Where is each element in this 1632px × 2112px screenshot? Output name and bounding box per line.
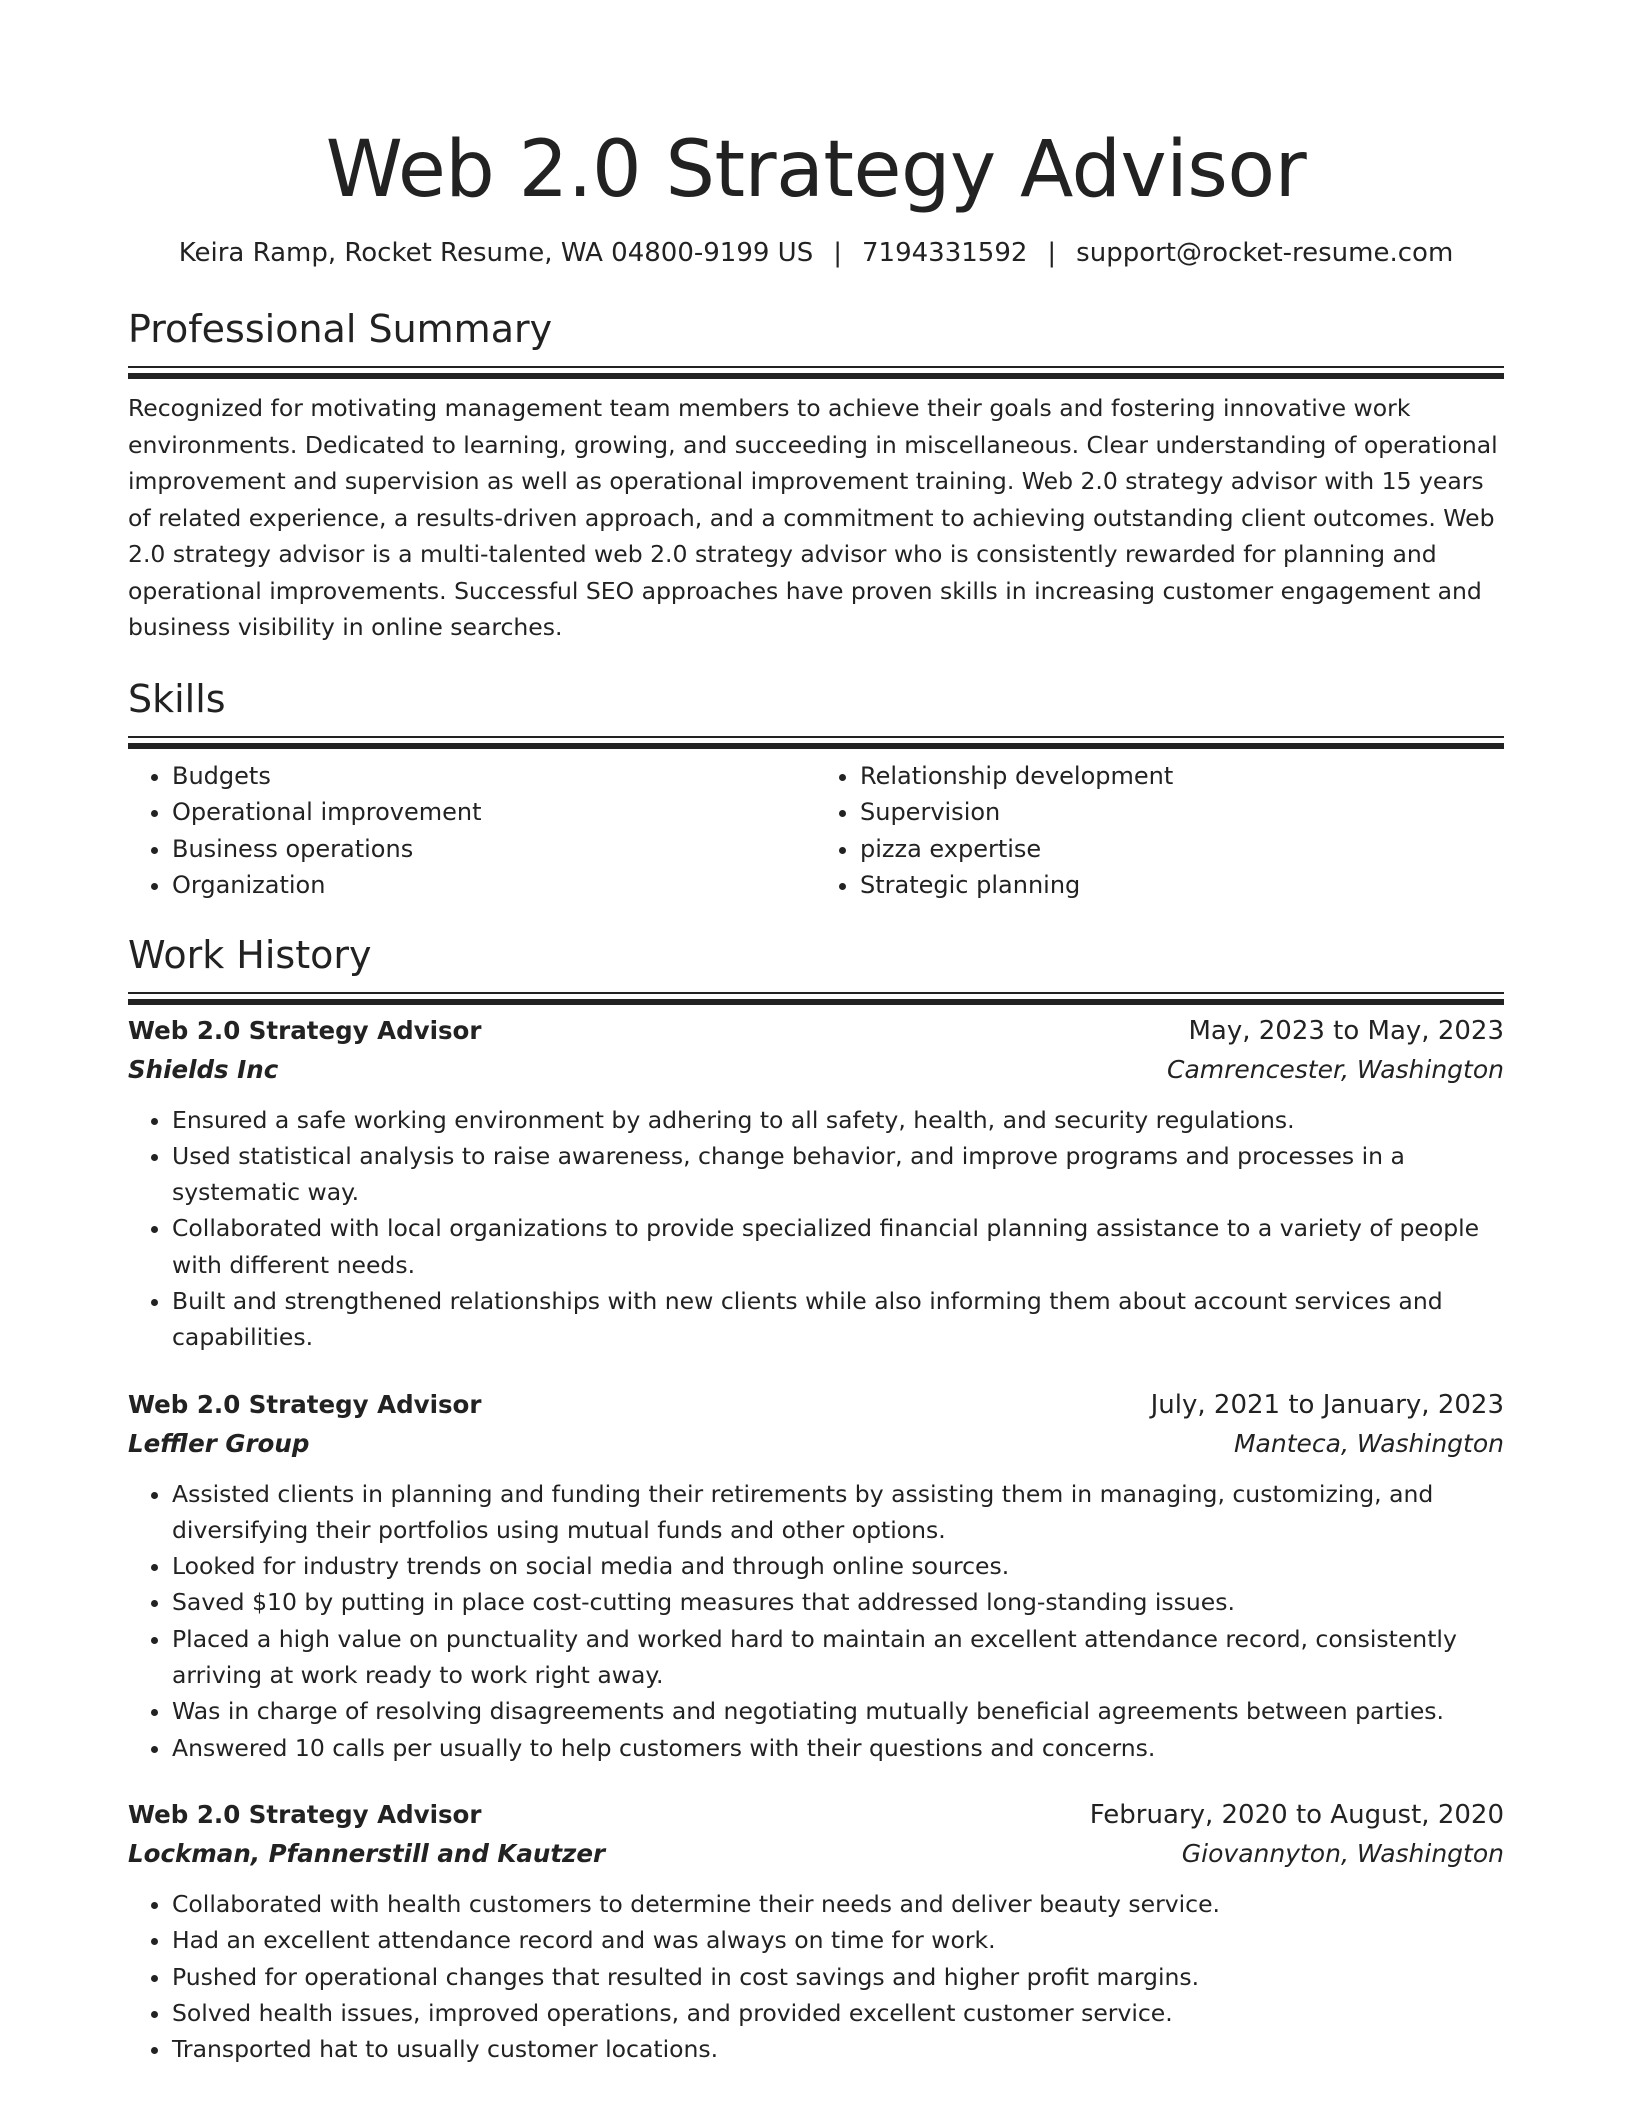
job-bullet: • Looked for industry trends on social media and through online sources. — [172, 1548, 1504, 1584]
skill-item: • Budgets — [172, 758, 816, 795]
job-bullet: • Placed a high value on punctuality and worked hard to maintain an excellent attendance record, consistently arriving at work ready to work right away. — [172, 1621, 1504, 1694]
job-header-row — [128, 1386, 1504, 1424]
job-bullet: • Assisted clients in planning and funding their retirements by assisting them in managing, customizing, and diversifying their portfolios using mutual funds and other options. — [172, 1476, 1504, 1549]
skill-item: • Supervision — [860, 794, 1504, 831]
skills-list-left — [128, 758, 816, 904]
job-entry — [128, 1796, 1504, 2067]
work-history-heading: Work History — [128, 932, 372, 977]
job-bullet: • Built and strengthened relationships with new clients while also informing them about account services and capabilities. — [172, 1283, 1504, 1356]
contact-email: support@rocket-resume.com — [1076, 238, 1454, 268]
job-location: Giovannyton, Washington — [1181, 1838, 1504, 1868]
section-divider — [128, 736, 1504, 738]
job-bullet: • Used statistical analysis to raise awareness, change behavior, and improve programs and processes in a systematic way. — [172, 1138, 1504, 1211]
job-bullet: • Answered 10 calls per usually to help customers with their questions and concerns. — [172, 1730, 1504, 1766]
contact-line — [128, 236, 1504, 270]
job-entry — [128, 1012, 1504, 1356]
job-header-row — [128, 1796, 1504, 1834]
summary-text: Recognized for motivating management team members to achieve their goals and fostering innovative work environments. Dedicated to learning, growing, and succeeding in miscellaneous. Clear understanding of operational improvement and supervision as well as operational improvement training. Web 2.0 strategy advisor with 15 years of related experience, a results-driven approach, and a commitment to achieving outstanding client outcomes. Web 2.0 strategy advisor is a multi-talented web 2.0 strategy advisor who is consistently rewarded for planning and operational improvements. Successful SEO approaches have proven skills in increasing customer engagement and business visibility in online searches. — [128, 394, 1498, 641]
skills-heading: Skills — [128, 676, 226, 721]
job-bullet: • Solved health issues, improved operations, and provided excellent customer service. — [172, 1995, 1504, 2031]
job-header-row — [128, 1012, 1504, 1050]
job-bullet: • Collaborated with local organizations to provide specialized financial planning assistance to a variety of people with different needs. — [172, 1210, 1504, 1283]
job-dates: May, 2023 to May, 2023 — [1188, 1015, 1504, 1046]
job-dates: July, 2021 to January, 2023 — [1150, 1389, 1504, 1420]
job-company-row — [128, 1050, 1504, 1090]
job-bullet: • Had an excellent attendance record and was always on time for work. — [172, 1922, 1504, 1958]
job-bullet-list — [128, 1102, 1504, 1356]
section-divider — [128, 992, 1504, 994]
section-divider — [128, 366, 1504, 368]
job-entry — [128, 1386, 1504, 1766]
job-company: Lockman, Pfannerstill and Kautzer — [128, 1838, 606, 1868]
job-bullet: • Pushed for operational changes that resulted in cost savings and higher profit margins. — [172, 1959, 1504, 1995]
skills-grid — [128, 758, 1504, 904]
job-dates: February, 2020 to August, 2020 — [1089, 1799, 1504, 1830]
resume-title: Web 2.0 Strategy Advisor — [325, 125, 1307, 215]
job-bullet: • Collaborated with health customers to determine their needs and deliver beauty service. — [172, 1886, 1504, 1922]
skill-item: • Strategic planning — [860, 867, 1504, 904]
summary-section — [128, 306, 1504, 646]
job-company: Leffler Group — [128, 1428, 310, 1458]
job-location: Manteca, Washington — [1233, 1428, 1504, 1458]
job-title: Web 2.0 Strategy Advisor — [128, 1799, 482, 1829]
skill-item: • pizza expertise — [860, 831, 1504, 868]
skills-section — [128, 676, 1504, 904]
work-history-section — [128, 932, 1504, 2068]
summary-heading: Professional Summary — [128, 307, 553, 351]
job-company-row — [128, 1834, 1504, 1874]
job-title: Web 2.0 Strategy Advisor — [128, 1015, 482, 1045]
skill-item: • Operational improvement — [172, 794, 816, 831]
job-bullet: • Saved $10 by putting in place cost-cutting measures that addressed long-standing issues. — [172, 1584, 1504, 1620]
job-bullet: • Transported hat to usually customer locations. — [172, 2031, 1504, 2067]
contact-phone: 7194331592 — [861, 238, 1028, 268]
job-bullet-list — [128, 1886, 1504, 2067]
job-bullet-list — [128, 1476, 1504, 1766]
job-location: Camrencester, Washington — [1167, 1054, 1504, 1084]
job-bullet: • Ensured a safe working environment by adhering to all safety, health, and security regulations. — [172, 1102, 1504, 1138]
skill-item: • Organization — [172, 867, 816, 904]
contact-separator: | — [1047, 238, 1057, 268]
contact-separator: | — [833, 238, 842, 268]
contact-address: Keira Ramp, Rocket Resume, WA 04800-9199 US — [178, 238, 814, 268]
job-bullet: • Was in charge of resolving disagreements and negotiating mutually beneficial agreements between parties. — [172, 1693, 1504, 1729]
job-company-row — [128, 1424, 1504, 1464]
skills-list-right — [816, 758, 1504, 904]
skill-item: • Relationship development — [860, 758, 1504, 795]
job-title: Web 2.0 Strategy Advisor — [128, 1389, 482, 1419]
job-company: Shields Inc — [128, 1054, 279, 1084]
skill-item: • Business operations — [172, 831, 816, 868]
